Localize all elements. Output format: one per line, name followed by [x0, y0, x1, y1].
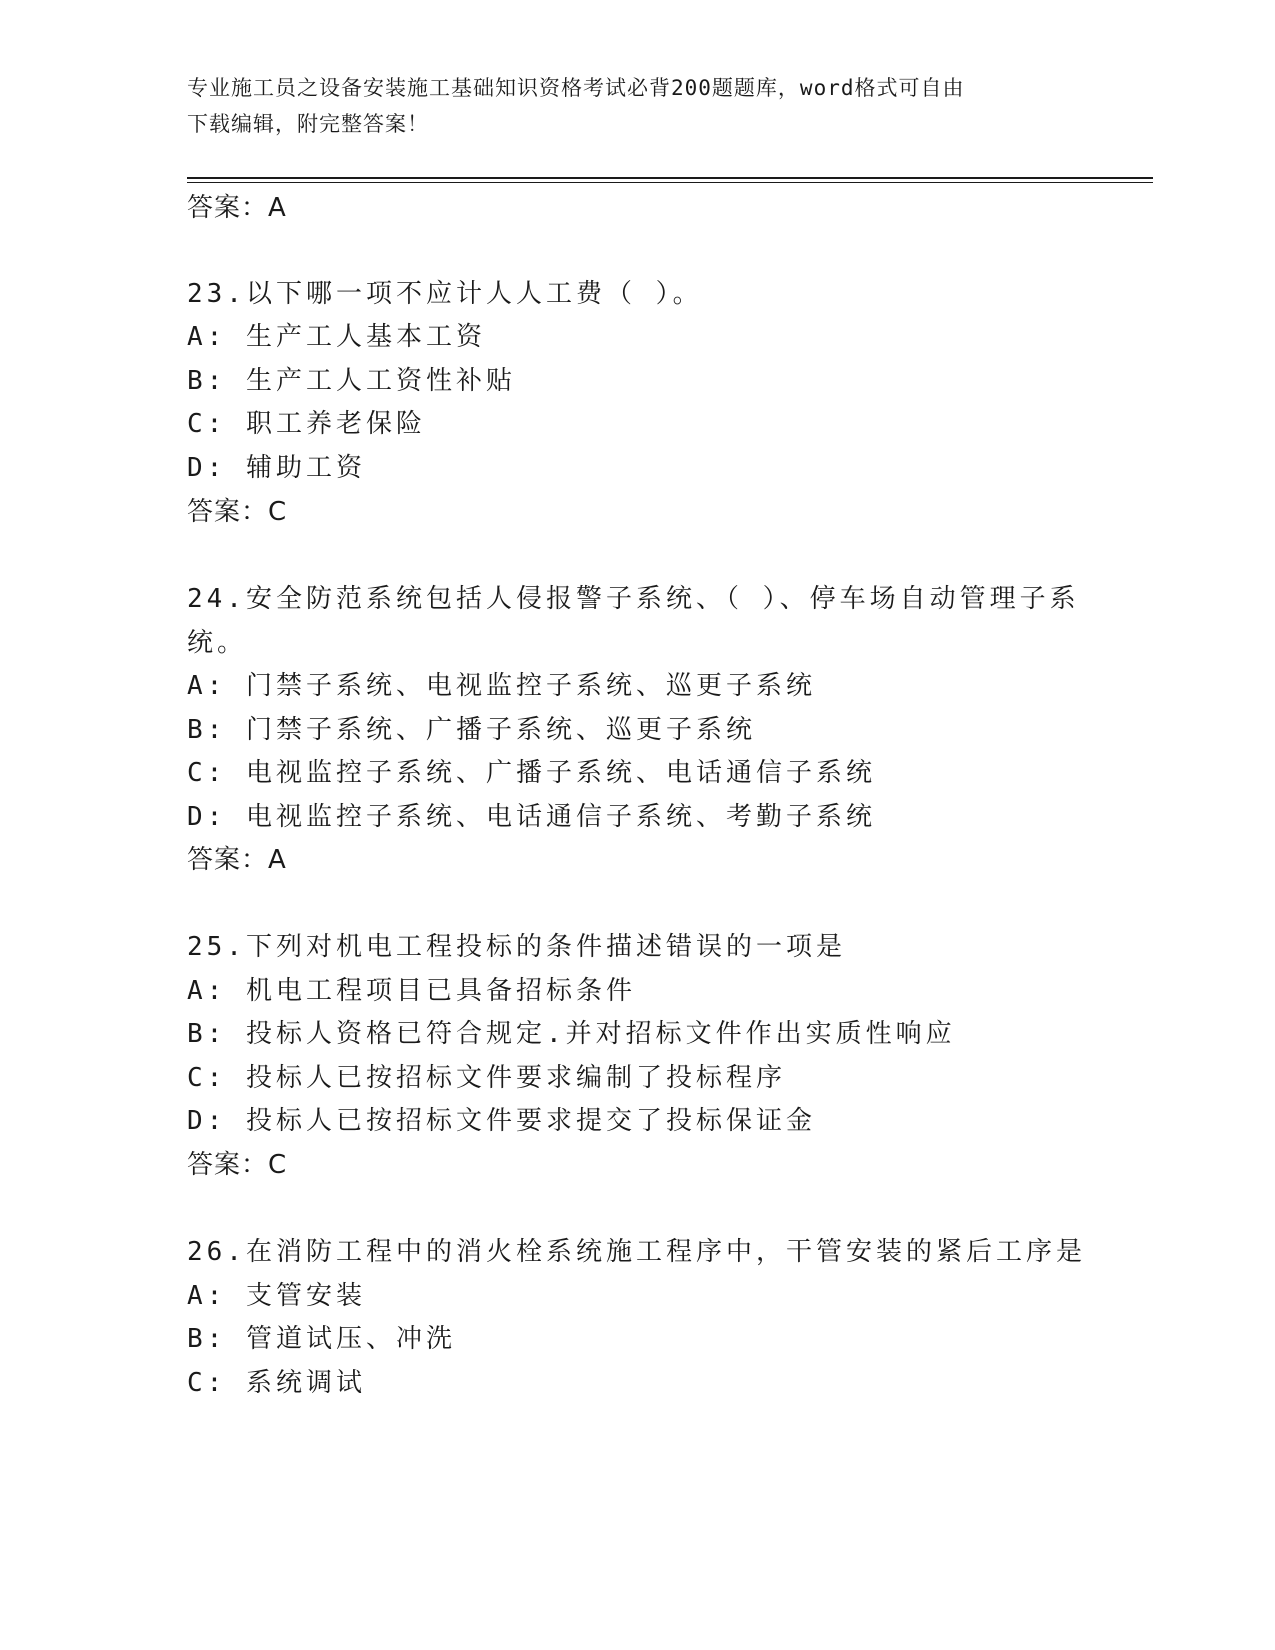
question-23-option-d: D: 辅助工资 — [187, 453, 366, 483]
question-24-option-b: B: 门禁子系统、广播子系统、巡更子系统 — [187, 715, 756, 745]
question-23-option-c: C: 职工养老保险 — [187, 409, 426, 439]
question-25-option-c: C: 投标人已按招标文件要求编制了投标程序 — [187, 1063, 786, 1093]
question-25-option-d: D: 投标人已按招标文件要求提交了投标保证金 — [187, 1106, 816, 1136]
question-26-option-b: B: 管道试压、冲洗 — [187, 1324, 456, 1354]
question-26-option-c: C: 系统调试 — [187, 1368, 366, 1398]
question-25-stem: 25.下列对机电工程投标的条件描述错误的一项是 — [187, 932, 846, 962]
question-23-answer: 答案：C — [187, 497, 288, 527]
question-24-option-a: A: 门禁子系统、电视监控子系统、巡更子系统 — [187, 671, 816, 701]
question-26-stem: 26.在消防工程中的消火栓系统施工程序中，干管安装的紧后工序是 — [187, 1237, 1086, 1267]
header-line-1: 专业施工员之设备安装施工基础知识资格考试必背200题题库，word格式可自由 — [187, 76, 965, 100]
question-25-option-b: B: 投标人资格已符合规定.并对招标文件作出实质性响应 — [187, 1019, 956, 1049]
question-24-option-d: D: 电视监控子系统、电话通信子系统、考勤子系统 — [187, 802, 876, 832]
question-24-option-c: C: 电视监控子系统、广播子系统、电话通信子系统 — [187, 758, 876, 788]
header-divider-thin — [187, 182, 1153, 183]
question-26-option-a: A: 支管安装 — [187, 1281, 366, 1311]
previous-answer: 答案：A — [187, 193, 287, 223]
question-24-stem: 24.安全防范系统包括人侵报警子系统、（ ）、停车场自动管理子系 — [187, 584, 1080, 614]
question-24-stem-continued: 统。 — [187, 628, 248, 658]
question-23-option-a: A: 生产工人基本工资 — [187, 322, 486, 352]
header-line-2: 下载编辑，附完整答案！ — [187, 112, 429, 136]
header-divider-thick — [187, 177, 1153, 179]
question-23-option-b: B: 生产工人工资性补贴 — [187, 366, 516, 396]
question-25-option-a: A: 机电工程项目已具备招标条件 — [187, 976, 636, 1006]
question-23-stem: 23.以下哪一项不应计人人工费（ ）。 — [187, 279, 703, 309]
document-header — [187, 70, 1067, 142]
question-24-answer: 答案：A — [187, 845, 287, 875]
question-25-answer: 答案：C — [187, 1150, 288, 1180]
